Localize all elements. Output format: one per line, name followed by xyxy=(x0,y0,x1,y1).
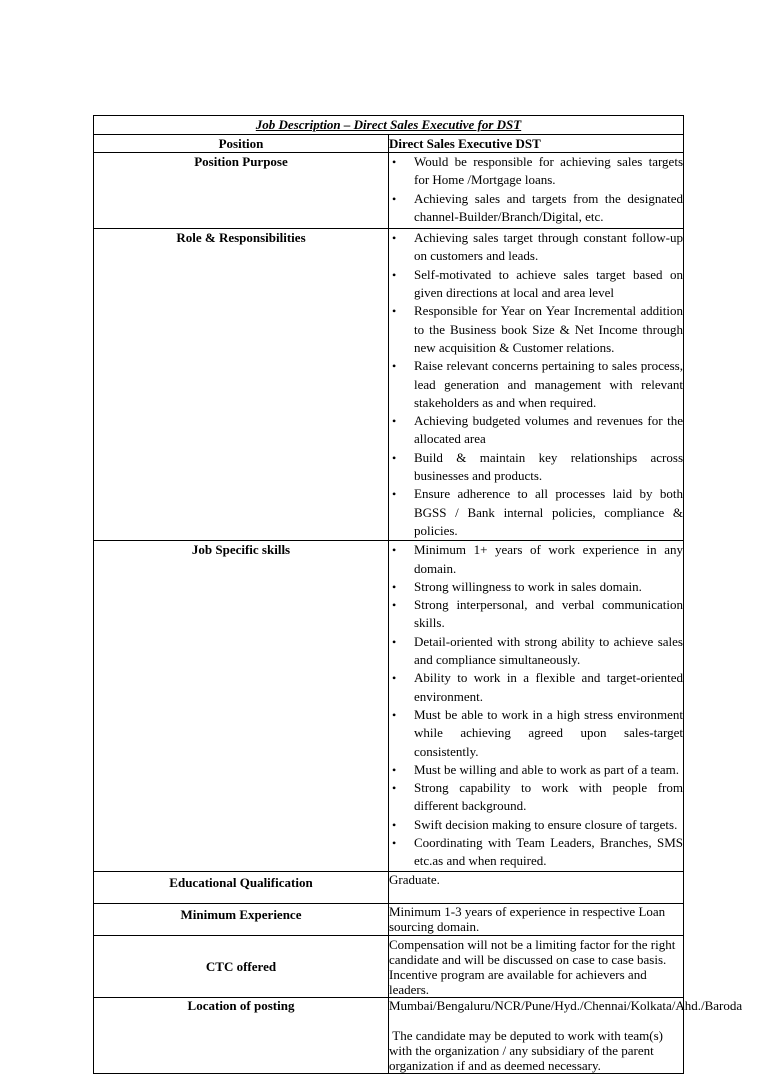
location-label: Location of posting xyxy=(94,997,389,1073)
position-purpose-label: Position Purpose xyxy=(94,153,389,229)
list-item: • Coordinating with Team Leaders, Branches, SMS etc.as and when required. xyxy=(389,834,683,871)
list-item: • Minimum 1+ years of work experience in any domain. xyxy=(389,541,683,578)
list-item: • Achieving sales and targets from the designated channel-Builder/Branch/Digital, etc. xyxy=(389,190,683,227)
education-row xyxy=(94,871,684,903)
roles-row xyxy=(94,229,684,541)
list-item: • Strong interpersonal, and verbal communication skills. xyxy=(389,596,683,633)
document-title: Job Description – Direct Sales Executive for DST xyxy=(94,116,684,135)
list-item: • Ability to work in a flexible and target-oriented environment. xyxy=(389,669,683,706)
list-item: • Achieving budgeted volumes and revenues for the allocated area xyxy=(389,412,683,449)
position-value: Direct Sales Executive DST xyxy=(389,135,684,153)
list-item: • Build & maintain key relationships across businesses and products. xyxy=(389,449,683,486)
position-row xyxy=(94,135,684,153)
skills-label: Job Specific skills xyxy=(94,541,389,871)
title-row xyxy=(94,116,684,135)
location-note: The candidate may be deputed to work with team(s) with the organization / any subsidiary of the parent organization if and as deemed necessary. xyxy=(389,1027,667,1073)
location-cities: Mumbai/Bengaluru/NCR/Pune/Hyd./Chennai/Kolkata/Ahd./Baroda xyxy=(389,997,743,1013)
list-item: • Responsible for Year on Year Incremental addition to the Business book Size & Net Income through new acquisition & Customer relations. xyxy=(389,302,683,357)
job-description-table xyxy=(93,115,743,1074)
education-label: Educational Qualification xyxy=(94,871,389,903)
position-label: Position xyxy=(94,135,389,153)
list-item: • Must be willing and able to work as part of a team. xyxy=(389,761,683,779)
skills-row xyxy=(94,541,684,871)
experience-label: Minimum Experience xyxy=(94,903,389,935)
ctc-row xyxy=(94,935,684,997)
list-item: • Strong willingness to work in sales domain. xyxy=(389,578,683,596)
roles-list xyxy=(389,229,683,540)
list-item: • Would be responsible for achieving sales targets for Home /Mortgage loans. xyxy=(389,153,683,190)
education-value: Graduate. xyxy=(389,871,684,903)
list-item: • Ensure adherence to all processes laid by both BGSS / Bank internal policies, compliance & policies. xyxy=(389,485,683,540)
list-item: • Detail-oriented with strong ability to achieve sales and compliance simultaneously. xyxy=(389,633,683,670)
location-row xyxy=(94,997,684,1073)
list-item: • Swift decision making to ensure closure of targets. xyxy=(389,816,683,834)
skills-list xyxy=(389,541,683,870)
position-purpose-row xyxy=(94,153,684,229)
list-item: • Must be able to work in a high stress environment while achieving agreed upon sales-target consistently. xyxy=(389,706,683,761)
roles-label: Role & Responsibilities xyxy=(94,229,389,541)
experience-value: Minimum 1-3 years of experience in respective Loan sourcing domain. xyxy=(389,903,684,935)
ctc-value: Compensation will not be a limiting factor for the right candidate and will be discussed on case to case basis. Incentive program are available for achievers and leaders. xyxy=(389,935,684,997)
ctc-label: CTC offered xyxy=(94,935,389,997)
experience-row xyxy=(94,903,684,935)
list-item: • Raise relevant concerns pertaining to sales process, lead generation and management with relevant stakeholders as and when required. xyxy=(389,357,683,412)
list-item: • Self-motivated to achieve sales target based on given directions at local and area level xyxy=(389,266,683,303)
list-item: • Achieving sales target through constant follow-up on customers and leads. xyxy=(389,229,683,266)
position-purpose-list xyxy=(389,153,683,226)
list-item: • Strong capability to work with people from different background. xyxy=(389,779,683,816)
